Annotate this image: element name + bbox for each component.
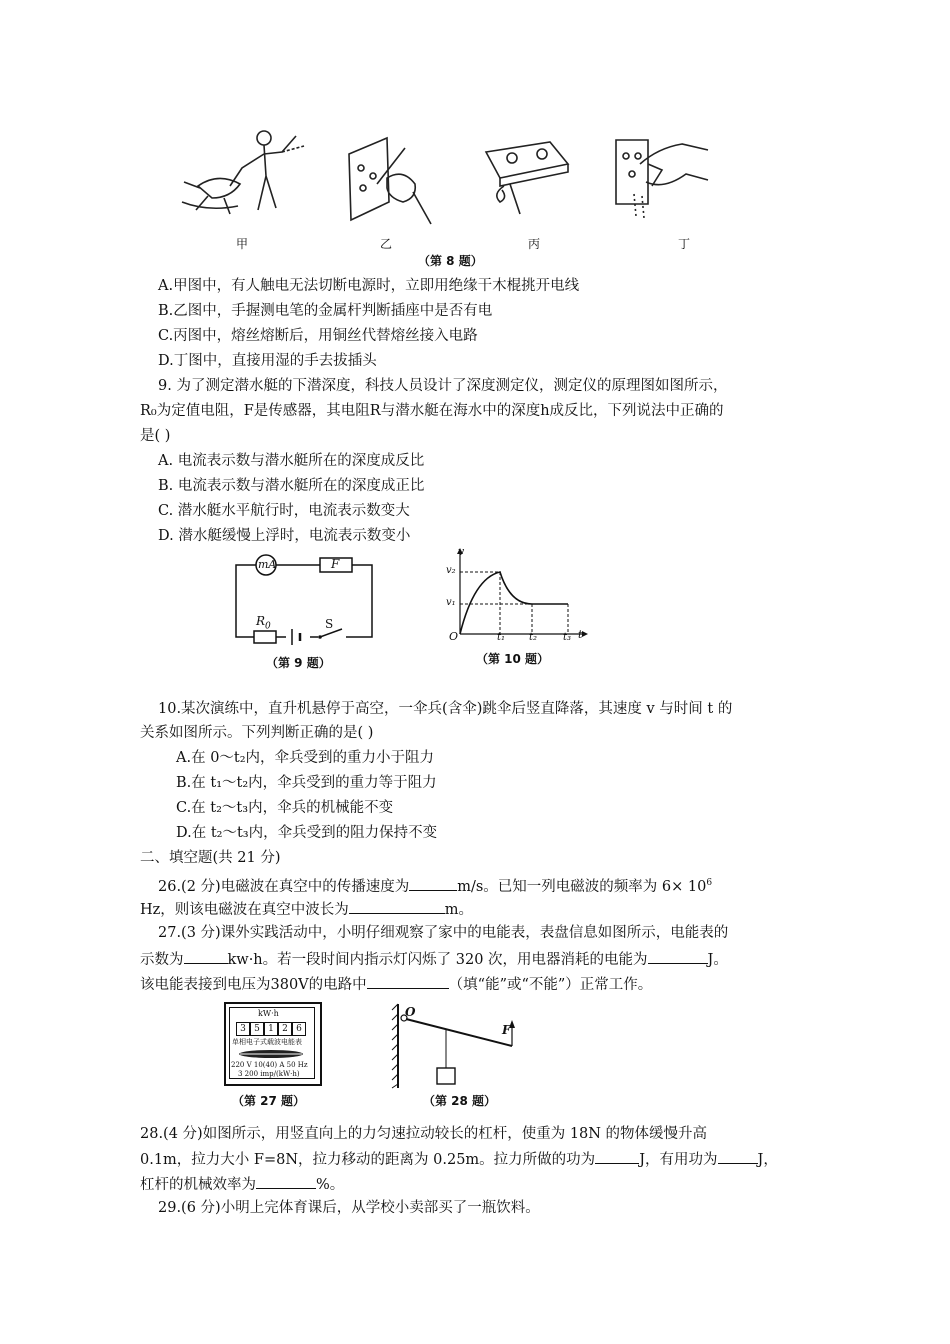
q10-stem-line2: 关系如图所示。下列判断正确的是( )	[140, 725, 374, 741]
q27-line3: 该电能表接到电压为380V的电路中 （填“能”或“不能”）正常工作。	[140, 974, 652, 994]
meter-digit: 6	[292, 1022, 306, 1036]
q26-line1: 26.(2 分)电磁波在真空中的传播速度为 m/s。已知一列电磁波的频率为 $6\times 10^6$	[158, 874, 712, 896]
q9-circuit-diagram	[230, 555, 380, 645]
figure10-x-axis-label: t	[578, 628, 583, 641]
section2-heading: 二、填空题(共 21 分)	[140, 850, 281, 866]
q9-option-b: B. 电流表示数与潜水艇所在的深度成正比	[158, 478, 425, 494]
meter-indicator-shape	[238, 1048, 304, 1060]
figure10-vt-graph	[450, 548, 590, 643]
q27-blank-reading[interactable]	[184, 949, 228, 964]
figure8-label-yi: 乙	[380, 237, 393, 251]
q27-blank-energy[interactable]	[648, 949, 708, 964]
meter-digit: 2	[278, 1022, 292, 1036]
q10-option-a: A.在 0～t₂内，伞兵受到的重力小于阻力	[176, 750, 435, 766]
meter-digit: 3	[236, 1022, 250, 1036]
q27-blank-can-work[interactable]	[367, 974, 449, 989]
q9-ammeter-label: mA	[258, 558, 277, 571]
meter-digits	[236, 1022, 306, 1036]
figure28-caption: （第 28 题）	[423, 1094, 497, 1108]
figure28-pivot-label: O	[405, 1005, 416, 1019]
q9-stem-line1: 9. 为了测定潜水艇的下潜深度，科技人员设计了深度测定仪，测定仪的原理图如图所示，	[158, 378, 728, 394]
figure8-label-bing: 丙	[528, 237, 541, 251]
meter-caption: （第 27 题）	[232, 1094, 306, 1108]
q9-stem-line2: R₀为定值电阻，F是传感器，其电阻R与潜水艇在海水中的深度h成反比，下列说法中正确的	[140, 403, 724, 419]
q26-blank-speed[interactable]	[409, 876, 457, 891]
figure10-t1-label: t₁	[497, 632, 506, 643]
q27-line1: 27.(3 分)课外实践活动中，小明仔细观察了家中的电能表，表盘信息如图所示，电能表的	[158, 925, 729, 941]
q10-option-b: B.在 t₁～t₂内，伞兵受到的重力等于阻力	[176, 775, 437, 791]
q8-option-b: B.乙图中，手握测电笔的金属杆判断插座中是否有电	[158, 303, 493, 319]
q29-line1: 29.(6 分)小明上完体育课后，从学校小卖部买了一瓶饮料。	[158, 1200, 540, 1216]
figure10-v2-label: v₂	[446, 565, 456, 576]
figure10-origin-label: O	[449, 630, 459, 643]
q9-resistor-label: $R_0$	[256, 614, 271, 632]
figure10-t2-label: t₂	[529, 632, 538, 643]
figure8-label-ding: 丁	[678, 237, 691, 251]
figure10-v1-label: v₁	[446, 597, 456, 608]
q28-line3: 杠杆的机械效率为 %。	[140, 1174, 344, 1194]
q9-stem-line3: 是( )	[140, 428, 171, 444]
q9-option-a: A. 电流表示数与潜水艇所在的深度成反比	[158, 453, 425, 469]
q28-blank-efficiency[interactable]	[256, 1174, 316, 1189]
q8-option-a: A.甲图中，有人触电无法切断电源时，立即用绝缘干木棍挑开电线	[158, 278, 580, 294]
q9-caption: （第 9 题）	[266, 656, 331, 670]
q9-sensor-label: F	[331, 557, 340, 571]
q8-option-c: C.丙图中，熔丝熔断后，用铜丝代替熔丝接入电路	[158, 328, 478, 344]
figure10-t3-label: t₃	[563, 632, 572, 643]
meter-unit: kW·h	[258, 1009, 279, 1018]
figure8-label-jia: 甲	[236, 237, 249, 251]
q26-blank-wavelength[interactable]	[349, 899, 445, 914]
meter-digit: 5	[250, 1022, 264, 1036]
figure10-caption: （第 10 题）	[476, 652, 550, 666]
figure8-ding-sketch	[612, 134, 712, 224]
figure28-force-label: F	[502, 1023, 511, 1037]
q28-blank-work[interactable]	[595, 1149, 639, 1164]
q9-option-c: C. 潜水艇水平航行时，电流表示数变大	[158, 503, 410, 519]
figure8-jia-sketch	[178, 128, 308, 228]
q10-stem-line1: 10.某次演练中，直升机悬停于高空，一伞兵(含伞)跳伞后竖直降落，其速度 v 与时间 t 的	[158, 701, 733, 717]
figure8-bing-sketch	[474, 134, 574, 224]
figure8-yi-sketch	[343, 132, 433, 232]
q9-option-d: D. 潜水艇缓慢上浮时，电流表示数变小	[158, 528, 411, 544]
meter-digit: 1	[264, 1022, 278, 1036]
figure10-y-axis-label: v	[458, 545, 465, 558]
meter-name: 单相电子式载波电能表	[232, 1038, 302, 1046]
meter-spec-imp: 3 200 imp/(kW·h)	[238, 1070, 300, 1078]
q8-option-d: D.丁图中，直接用湿的手去拔插头	[158, 353, 377, 369]
q10-option-d: D.在 t₂～t₃内，伞兵受到的阻力保持不变	[176, 825, 438, 841]
q28-blank-useful-work[interactable]	[718, 1149, 758, 1164]
figure8-caption: （第 8 题）	[418, 254, 483, 268]
meter-spec-voltage: 220 V 10(40) A 50 Hz	[231, 1061, 308, 1069]
q10-option-c: C.在 t₂～t₃内，伞兵的机械能不变	[176, 800, 394, 816]
q9-switch-label: S	[325, 617, 334, 631]
q28-line2: 0.1m，拉力大小 F=8N，拉力移动的距离为 0.25m。拉力所做的功为 J，有用功为 J，	[140, 1149, 778, 1169]
q27-line2: 示数为 kw·h。若一段时间内指示灯闪烁了 320 次，用电器消耗的电能为 J。	[140, 949, 728, 969]
q26-line2: Hz，则该电磁波在真空中波长为 m。	[140, 899, 473, 919]
q28-line1: 28.(4 分)如图所示，用竖直向上的力匀速拉动较长的杠杆，使重为 18N 的物体缓慢升高	[140, 1126, 708, 1142]
